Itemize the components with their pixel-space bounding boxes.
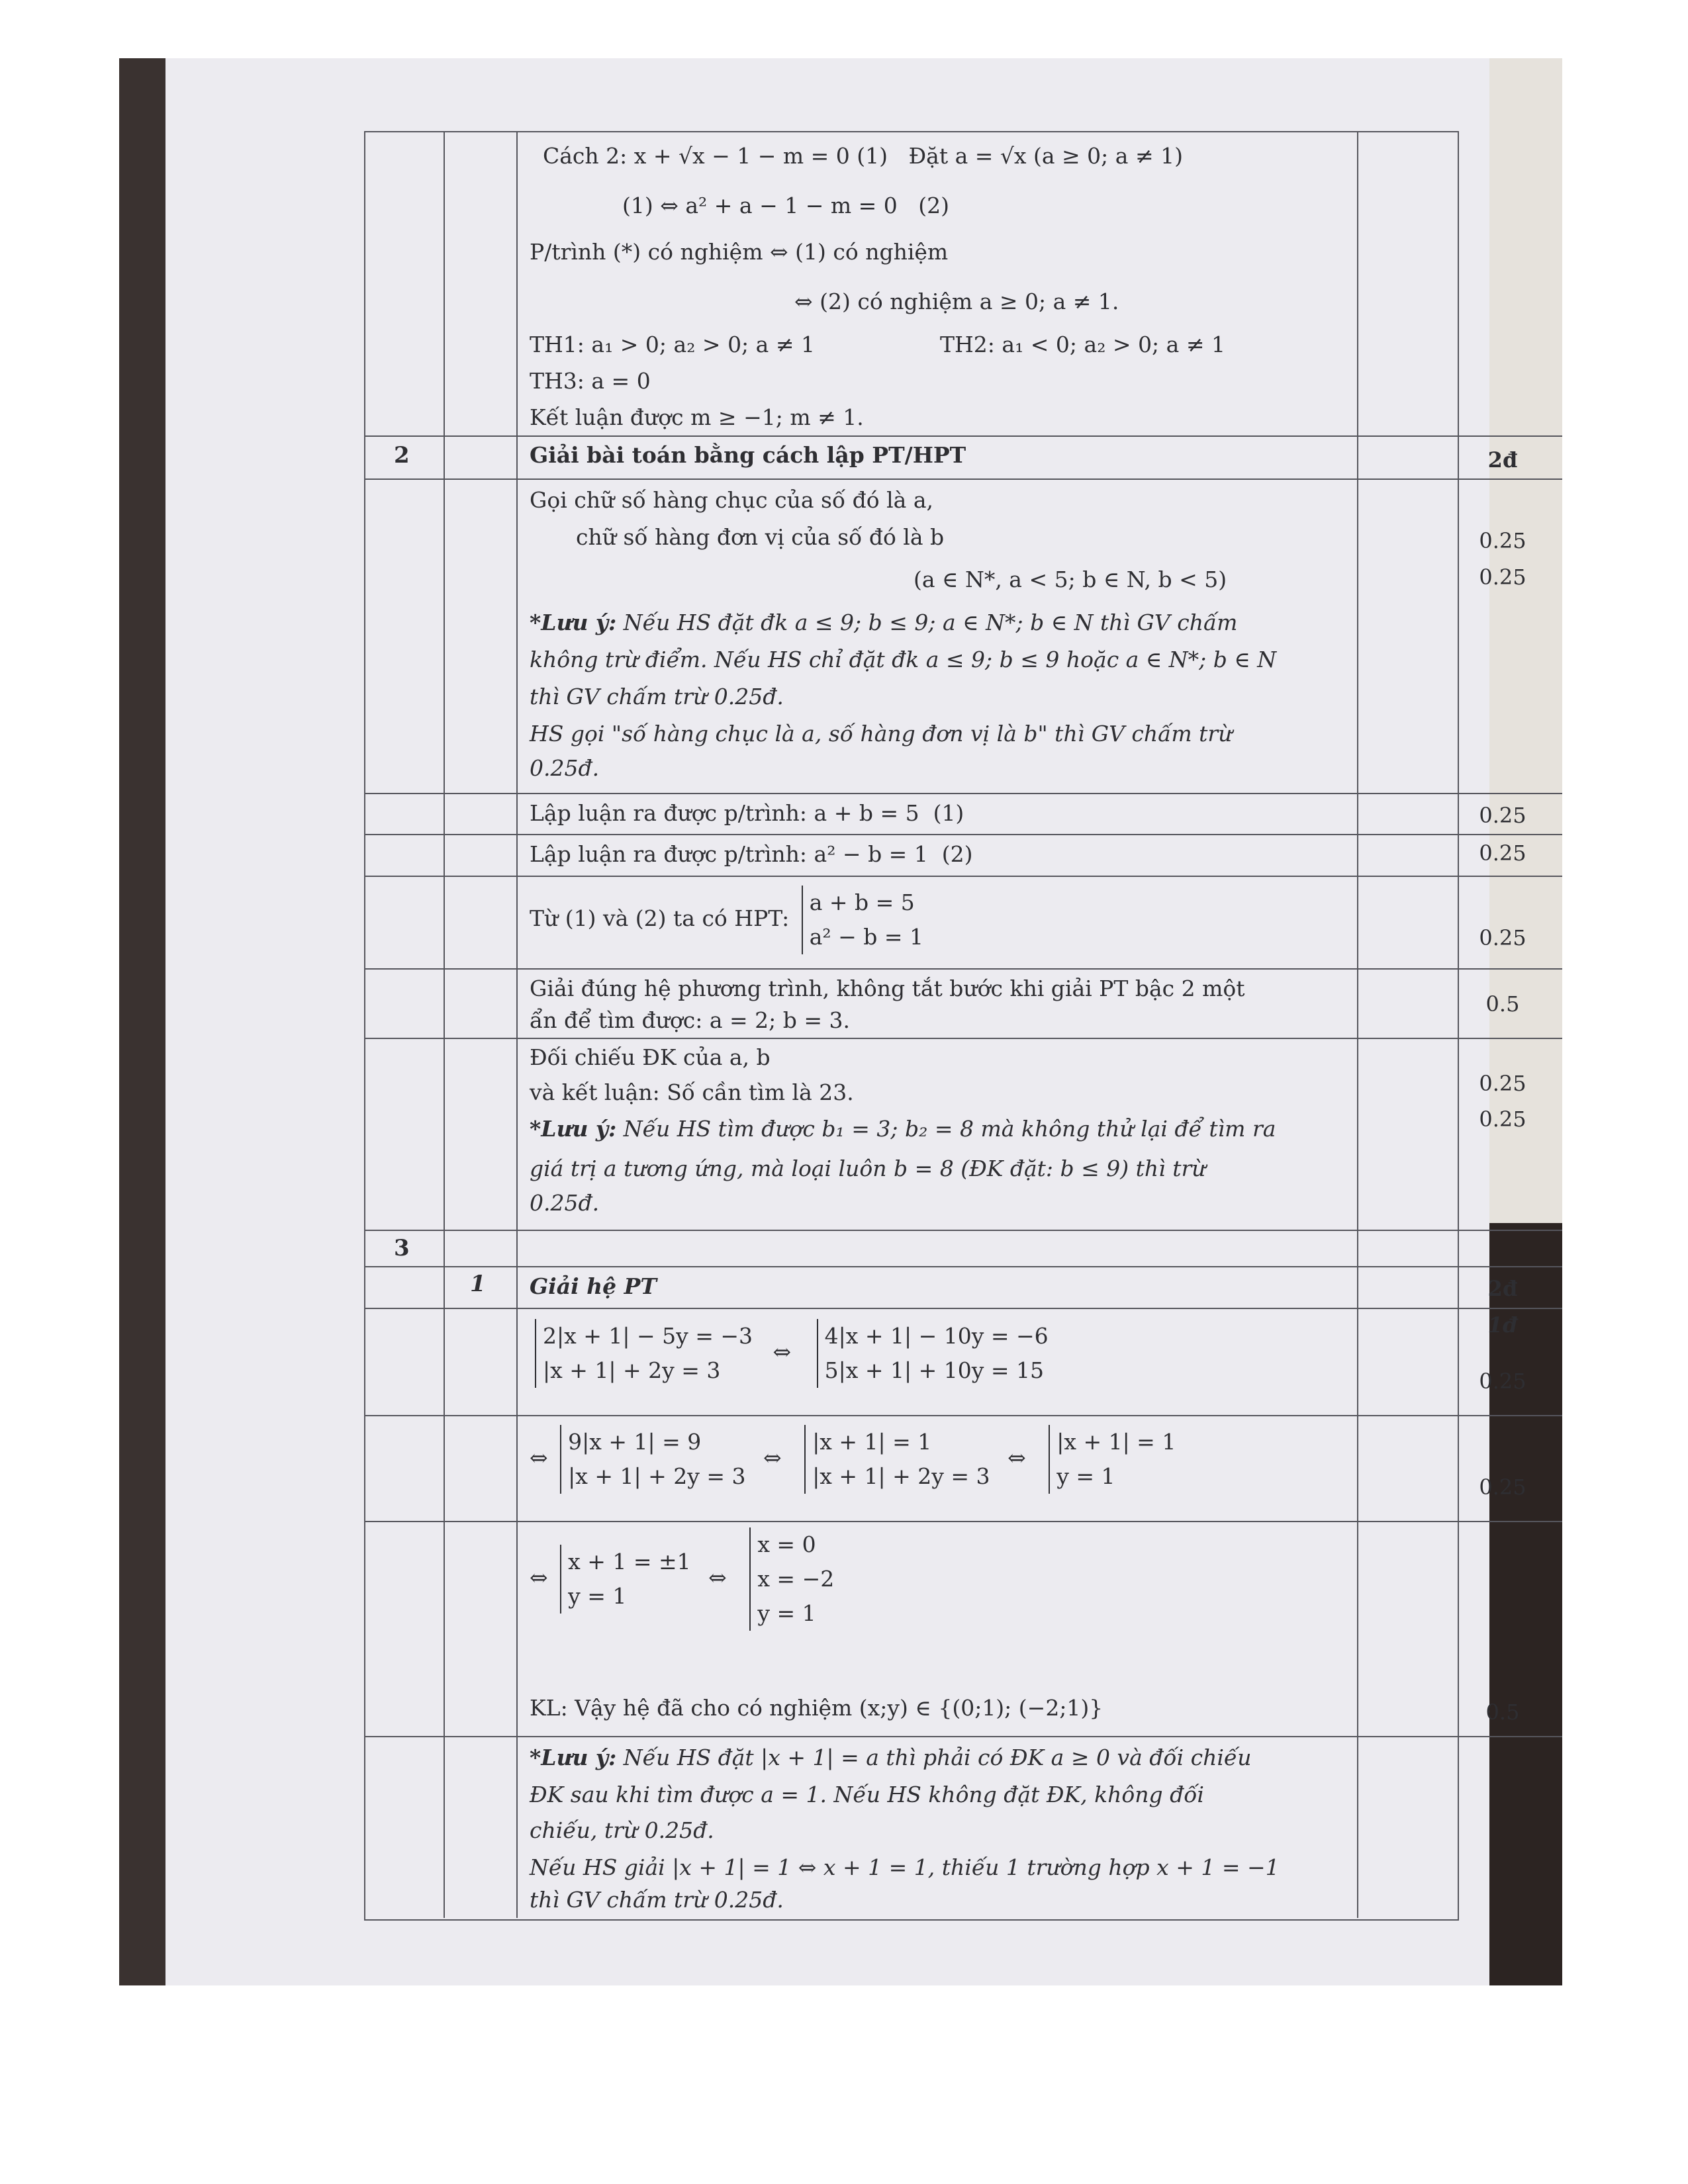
paper-sheet bbox=[165, 58, 1526, 1985]
row-divider bbox=[364, 968, 1562, 970]
p3-system-row-1 bbox=[530, 1319, 1049, 1388]
photo-background bbox=[119, 58, 1562, 1985]
p3-score-row-3: 0.5 bbox=[1485, 1700, 1520, 1725]
p3-sys-7-a: x = 0 bbox=[757, 1531, 816, 1557]
p2-line-1: Gọi chữ số hàng chục của số đó là a, bbox=[530, 487, 934, 513]
p3-note-line-3: chiếu, trừ 0.25đ. bbox=[530, 1817, 714, 1843]
p2-eq-1: Lập luận ra được p/trình: a + b = 5 (1) bbox=[530, 800, 964, 826]
row-divider bbox=[364, 1521, 1562, 1522]
p2-note-line-4: HS gọi "số hàng chục là a, số hàng đơn vị là b" thì GV chấm trừ bbox=[530, 721, 1233, 747]
col-divider-3 bbox=[1357, 131, 1358, 1918]
p2-note-line-5: 0.25đ. bbox=[530, 755, 600, 781]
p2-hpt-system bbox=[802, 886, 923, 954]
p3-conclusion: KL: Vậy hệ đã cho có nghiệm (x;y) ∈ {(0;1); (−2;1)} bbox=[530, 1695, 1103, 1721]
problem-3-title: Giải hệ PT bbox=[530, 1273, 657, 1299]
method2-line-1: Cách 2: x + √x − 1 − m = 0 (1) Đặt a = √x (a ≥ 0; a ≠ 1) bbox=[543, 143, 1183, 169]
answer-key-table bbox=[364, 131, 1562, 1984]
row-divider bbox=[364, 478, 1562, 480]
p3-sys-7-b: x = −2 bbox=[757, 1566, 835, 1592]
p3-sys-3 bbox=[560, 1425, 745, 1494]
problem-3-sub-number: 1 bbox=[470, 1271, 486, 1297]
row-divider bbox=[364, 876, 1562, 877]
p3-sys-5-a: |x + 1| = 1 bbox=[1056, 1429, 1176, 1455]
problem-2-number: 2 bbox=[394, 442, 410, 469]
p2-note2-line-3: 0.25đ. bbox=[530, 1190, 600, 1216]
col-divider-2 bbox=[516, 131, 518, 1918]
p3-sys-6-b: y = 1 bbox=[568, 1583, 627, 1609]
col-divider-1 bbox=[444, 131, 445, 1918]
p2-eq-2-score: 0.25 bbox=[1479, 841, 1526, 866]
p3-sys-2 bbox=[817, 1319, 1049, 1388]
p3-note-label: *Lưu ý: bbox=[530, 1745, 617, 1770]
p2-compare-score-2: 0.25 bbox=[1479, 1107, 1526, 1132]
p3-sys-2-b: 5|x + 1| + 10y = 15 bbox=[824, 1357, 1045, 1383]
p2-compare-2: và kết luận: Số cần tìm là 23. bbox=[530, 1079, 854, 1105]
p3-sys-4 bbox=[804, 1425, 990, 1494]
problem-3-number: 3 bbox=[394, 1235, 410, 1261]
p2-solve-2: ẩn để tìm được: a = 2; b = 3. bbox=[530, 1007, 850, 1033]
method2-line-2: (1) ⇔ a² + a − 1 − m = 0 (2) bbox=[622, 193, 949, 218]
p2-score-2: 0.25 bbox=[1479, 565, 1526, 590]
p2-hpt-eq-b: a² − b = 1 bbox=[809, 924, 924, 950]
equivalence-arrow: ⇔ bbox=[763, 1445, 782, 1471]
method2-line-4: ⇔ (2) có nghiệm a ≥ 0; a ≠ 1. bbox=[794, 289, 1119, 314]
method2-line-5a: TH1: a₁ > 0; a₂ > 0; a ≠ 1 bbox=[530, 332, 815, 357]
equivalence-arrow: ⇔ bbox=[773, 1339, 792, 1365]
p3-sys-7-c: y = 1 bbox=[757, 1600, 816, 1626]
p2-eq-2: Lập luận ra được p/trình: a² − b = 1 (2) bbox=[530, 841, 973, 867]
method2-line-3: P/trình (*) có nghiệm ⇔ (1) có nghiệm bbox=[530, 239, 949, 265]
p3-sys-5 bbox=[1049, 1425, 1176, 1494]
p2-note-line-2: không trừ điểm. Nếu HS chỉ đặt đk a ≤ 9; b ≤ 9 hoặc a ∈ N*; b ∈ N bbox=[530, 647, 1277, 672]
row-divider bbox=[364, 1736, 1562, 1737]
p2-score-1: 0.25 bbox=[1479, 528, 1526, 553]
p3-sys-6 bbox=[560, 1545, 691, 1614]
equivalence-arrow: ⇔ bbox=[708, 1565, 727, 1590]
method2-line-7: Kết luận được m ≥ −1; m ≠ 1. bbox=[530, 404, 864, 430]
p2-hpt-intro: Từ (1) và (2) ta có HPT: bbox=[530, 905, 790, 931]
p3-sys-5-b: y = 1 bbox=[1056, 1463, 1115, 1489]
p3-note-line-1 bbox=[530, 1739, 1251, 1776]
row-divider bbox=[364, 793, 1562, 794]
row-divider bbox=[364, 1230, 1562, 1231]
p3-score-row-1: 0.25 bbox=[1479, 1369, 1526, 1394]
p3-sys-6-a: x + 1 = ±1 bbox=[568, 1549, 691, 1574]
p2-note2-text-1: Nếu HS tìm được b₁ = 3; b₂ = 8 mà không thử lại để tìm ra bbox=[616, 1116, 1276, 1142]
p2-solve-1: Giải đúng hệ phương trình, không tắt bước khi giải PT bậc 2 một bbox=[530, 976, 1245, 1001]
p3-sys-3-b: |x + 1| + 2y = 3 bbox=[568, 1463, 746, 1489]
problem-2-score: 2đ bbox=[1487, 447, 1518, 473]
equivalence-arrow: ⇔ bbox=[530, 1565, 548, 1590]
p3-sys-7 bbox=[749, 1527, 834, 1631]
method2-line-6: TH3: a = 0 bbox=[530, 368, 651, 394]
p2-eq-1-score: 0.25 bbox=[1479, 803, 1526, 828]
method2-line-5b: TH2: a₁ < 0; a₂ > 0; a ≠ 1 bbox=[940, 332, 1225, 357]
p2-compare-score-1: 0.25 bbox=[1479, 1071, 1526, 1096]
p2-note2-line-2: giá trị a tương ứng, mà loại luôn b = 8 (ĐK đặt: b ≤ 9) thì trừ bbox=[530, 1156, 1206, 1181]
p2-line-2: chữ số hàng đơn vị của số đó là b bbox=[576, 524, 945, 550]
p3-sys-1-a: 2|x + 1| − 5y = −3 bbox=[543, 1323, 753, 1349]
equivalence-arrow: ⇔ bbox=[530, 1445, 548, 1471]
p2-note2-line-1 bbox=[530, 1111, 1276, 1148]
p2-note-text-1: Nếu HS đặt đk a ≤ 9; b ≤ 9; a ∈ N*; b ∈ N thì GV chấm bbox=[616, 610, 1238, 635]
p3-sys-3-a: 9|x + 1| = 9 bbox=[568, 1429, 702, 1455]
p2-note2-label: *Lưu ý: bbox=[530, 1116, 617, 1142]
problem-2-title: Giải bài toán bằng cách lập PT/HPT bbox=[530, 442, 966, 468]
p2-note-label: *Lưu ý: bbox=[530, 610, 617, 635]
p3-sys-1 bbox=[535, 1319, 753, 1388]
p3-sys-4-a: |x + 1| = 1 bbox=[812, 1429, 932, 1455]
p3-sys-4-b: |x + 1| + 2y = 3 bbox=[812, 1463, 990, 1489]
p2-note-line-1 bbox=[530, 604, 1237, 641]
p3-system-row-3 bbox=[530, 1527, 834, 1631]
p2-hpt-eq-a: a + b = 5 bbox=[809, 889, 915, 915]
p3-note-text-1: Nếu HS đặt |x + 1| = a thì phải có ĐK a ≥ 0 và đối chiếu bbox=[616, 1745, 1252, 1770]
p3-note-line-2: ĐK sau khi tìm được a = 1. Nếu HS không đặt ĐK, không đối bbox=[530, 1782, 1204, 1807]
p3-score-row-2: 0.25 bbox=[1479, 1475, 1526, 1500]
p2-line-3: (a ∈ N*, a < 5; b ∈ N, b < 5) bbox=[914, 567, 1227, 592]
row-divider bbox=[364, 834, 1562, 835]
equivalence-arrow: ⇔ bbox=[1008, 1445, 1026, 1471]
p2-hpt bbox=[530, 886, 923, 954]
row-divider bbox=[364, 1415, 1562, 1416]
row-divider bbox=[364, 1308, 1562, 1309]
row-divider bbox=[364, 1266, 1562, 1267]
p3-sys-2-a: 4|x + 1| − 10y = −6 bbox=[824, 1323, 1049, 1349]
p3-note-line-5: thì GV chấm trừ 0.25đ. bbox=[530, 1887, 784, 1913]
table-frame bbox=[364, 131, 1459, 1921]
p2-compare-1: Đối chiếu ĐK của a, b bbox=[530, 1044, 771, 1070]
problem-3-score: 2đ bbox=[1487, 1276, 1518, 1301]
p2-solve-score: 0.5 bbox=[1485, 991, 1520, 1017]
p2-note-line-3: thì GV chấm trừ 0.25đ. bbox=[530, 684, 784, 709]
p3-note-line-4: Nếu HS giải |x + 1| = 1 ⇔ x + 1 = 1, thiếu 1 trường hợp x + 1 = −1 bbox=[530, 1854, 1280, 1880]
p2-hpt-score: 0.25 bbox=[1479, 925, 1526, 950]
p3-system-row-2 bbox=[530, 1425, 1176, 1494]
p3-sys-1-b: |x + 1| + 2y = 3 bbox=[543, 1357, 721, 1383]
problem-3-sub-score: 1đ bbox=[1487, 1312, 1518, 1338]
